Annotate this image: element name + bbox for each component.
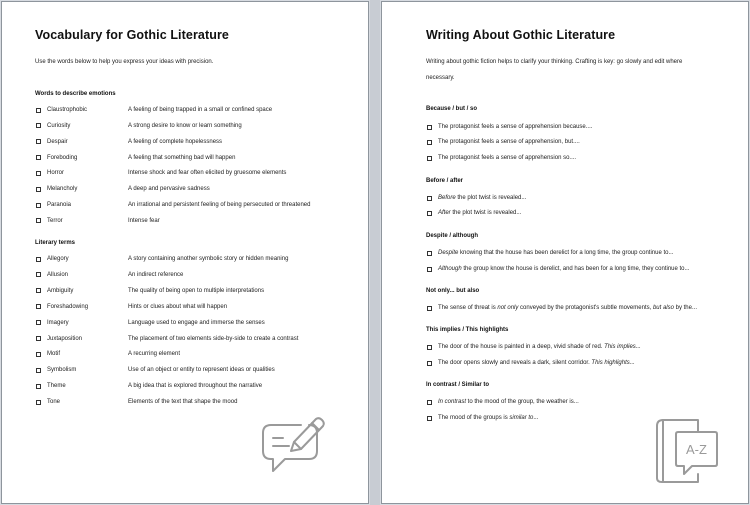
term-definition: A story containing another symbolic story or hidden meaning	[128, 256, 289, 262]
plain-text: The door opens slowly and reveals a dark, silent corridor.	[438, 360, 592, 366]
checkbox[interactable]	[427, 196, 432, 201]
term-label: Imagery	[47, 319, 69, 326]
checkbox[interactable]	[36, 139, 41, 144]
emotions-item	[36, 184, 366, 194]
sentence-starter-item	[427, 397, 579, 407]
checkbox[interactable]	[427, 416, 432, 421]
literary-item	[36, 365, 366, 375]
vocabulary-title: Vocabulary for Gothic Literature	[35, 28, 229, 42]
plain-text: The sense of threat is	[438, 305, 498, 311]
checkbox[interactable]	[36, 320, 41, 325]
checkbox[interactable]	[36, 257, 41, 262]
term-label: Horror	[47, 170, 65, 177]
plain-text: The mood of the groups is	[438, 415, 510, 421]
sentence-starter-item	[427, 413, 538, 423]
emphasis-text: This implies...	[604, 344, 641, 350]
sentence-starter-item	[427, 122, 592, 132]
term-label: Foreshadowing	[47, 303, 89, 310]
a-z-label: A-Z	[686, 442, 707, 457]
writing-intro-line1: Writing about gothic fiction helps to clarify your thinking. Crafting is key: go slowly and edit where	[426, 59, 683, 65]
sentence-starter-text	[438, 250, 673, 256]
term-label: Allusion	[47, 271, 69, 278]
emotions-item	[36, 200, 366, 210]
checkbox[interactable]	[427, 400, 432, 405]
literary-terms-heading: Literary terms	[35, 240, 76, 246]
checkbox[interactable]	[36, 187, 41, 192]
checkbox[interactable]	[36, 400, 41, 405]
term-definition: Elements of the text that shape the mood	[128, 399, 238, 406]
sentence-starter-item	[427, 153, 576, 163]
plain-text: knowing that the house has been derelict for a long time, the group continue to...	[458, 250, 674, 256]
writing-section-heading: Despite / although	[426, 233, 479, 239]
sentence-starter-item	[427, 208, 521, 218]
term-definition: Use of an object or entity to represent ideas or qualities	[128, 367, 275, 374]
plain-text: the plot twist is revealed...	[455, 195, 527, 201]
plain-text: to the mood of the group, the weather is...	[466, 399, 579, 405]
sentence-starter-text	[438, 139, 580, 145]
checkbox[interactable]	[36, 218, 41, 223]
sentence-starter-text	[438, 124, 592, 130]
writing-section-heading: In contrast / Similar to	[426, 382, 490, 388]
sentence-starter-item	[427, 193, 526, 203]
emphasis-text: not only	[497, 305, 519, 311]
checkbox[interactable]	[36, 272, 41, 277]
sentence-starter-item	[427, 303, 697, 313]
checkbox[interactable]	[427, 361, 432, 366]
term-definition: A feeling that something bad will happen	[128, 154, 236, 161]
plain-text: The protagonist feels a sense of apprehension because....	[438, 124, 593, 130]
term-label: Curiosity	[47, 122, 71, 129]
term-label: Allegory	[47, 256, 69, 262]
emphasis-text: After	[438, 210, 451, 216]
checkbox[interactable]	[427, 251, 432, 256]
sentence-starter-text	[438, 210, 521, 216]
writing-title: Writing About Gothic Literature	[426, 28, 616, 42]
checkbox[interactable]	[427, 156, 432, 161]
plain-text: the group know the house is derelict, and has been for a long time, they continue to...	[461, 266, 690, 272]
checkbox[interactable]	[36, 203, 41, 208]
sentence-starter-item	[427, 342, 641, 352]
emphasis-text: Although	[438, 266, 462, 272]
term-label: Motif	[47, 351, 61, 358]
term-definition: A feeling of being trapped in a small or confined space	[128, 107, 273, 113]
term-definition: A strong desire to know or learn something	[128, 122, 242, 129]
emotions-item	[36, 168, 366, 178]
term-label: Paranoia	[47, 202, 72, 209]
literary-item	[36, 334, 366, 344]
checkbox[interactable]	[427, 125, 432, 130]
term-definition: The placement of two elements side-by-side to create a contrast	[128, 335, 299, 342]
sentence-starter-item	[427, 358, 635, 368]
writing-intro	[426, 55, 682, 86]
plain-text: The door of the house is painted in a deep, vivid shade of red.	[438, 344, 605, 350]
literary-item	[36, 381, 366, 391]
emphasis-text: Before	[438, 195, 456, 201]
sentence-starter-text	[438, 360, 635, 366]
plain-text: by the...	[673, 305, 697, 311]
term-definition: A big idea that is explored throughout the narrative	[128, 383, 263, 390]
emotions-item	[36, 105, 366, 115]
checkbox[interactable]	[427, 211, 432, 216]
sentence-starter-item	[427, 137, 580, 147]
sentence-starter-item	[427, 264, 690, 274]
emotions-item	[36, 153, 366, 163]
sentence-starter-text	[438, 399, 579, 405]
emotions-item	[36, 137, 366, 147]
emphasis-text: but also	[652, 305, 674, 311]
plain-text: conveyed by the protagonist's subtle movements,	[518, 305, 653, 311]
checkbox[interactable]	[36, 384, 41, 389]
checkbox[interactable]	[427, 267, 432, 272]
checkbox[interactable]	[36, 171, 41, 176]
sentence-starter-text	[438, 305, 697, 311]
term-definition: Intense shock and fear often elicited by gruesome elements	[128, 170, 287, 177]
emphasis-text: similar to	[509, 415, 534, 421]
checkbox[interactable]	[427, 306, 432, 311]
term-definition: An indirect reference	[128, 271, 184, 278]
term-label: Claustrophobic	[47, 107, 88, 113]
writing-section-heading: This implies / This highlights	[426, 327, 509, 333]
sentence-starter-text	[438, 266, 690, 272]
term-label: Tone	[47, 399, 61, 406]
checkbox[interactable]	[36, 304, 41, 309]
writing-page	[381, 1, 749, 504]
sentence-starter-text	[438, 195, 526, 201]
writing-section-heading: Not only... but also	[426, 288, 480, 294]
term-definition: Intense fear	[128, 217, 160, 224]
emotions-item	[36, 216, 366, 226]
term-label: Melancholy	[47, 186, 78, 193]
checkbox[interactable]	[36, 336, 41, 341]
plain-text: ...	[533, 415, 539, 421]
emphasis-text: This highlights...	[591, 360, 635, 366]
emphasis-text: Despite	[438, 250, 459, 256]
checkbox[interactable]	[36, 368, 41, 373]
writing-section-heading: Before / after	[426, 178, 464, 184]
plain-text: the plot twist is revealed...	[450, 210, 522, 216]
writing-intro-line2: necessary.	[426, 74, 455, 81]
term-definition: A feeling of complete hopelessness	[128, 138, 223, 145]
checkbox[interactable]	[36, 108, 41, 113]
literary-item	[36, 318, 366, 328]
literary-item	[36, 302, 366, 312]
term-label: Theme	[47, 383, 66, 390]
term-definition: A deep and pervasive sadness	[128, 186, 210, 193]
literary-item	[36, 397, 366, 407]
checkbox[interactable]	[36, 352, 41, 357]
term-definition: The quality of being open to multiple interpretations	[128, 287, 265, 294]
vocabulary-page	[1, 1, 369, 504]
literary-item	[36, 254, 366, 264]
sentence-starter-text	[438, 155, 576, 161]
a-z-dictionary-icon	[654, 416, 720, 486]
emotions-heading: Words to describe emotions	[35, 91, 116, 97]
literary-item	[36, 270, 366, 280]
term-label: Juxtaposition	[47, 335, 83, 342]
chat-pencil-icon	[261, 415, 327, 477]
term-definition: An irrational and persistent feeling of being persecuted or threatened	[128, 202, 311, 209]
vocabulary-intro: Use the words below to help you express your ideas with precision.	[35, 59, 214, 65]
term-label: Symbolism	[47, 367, 77, 374]
emotions-item	[36, 121, 366, 131]
literary-item	[36, 349, 366, 359]
sentence-starter-item	[427, 248, 673, 258]
term-definition: Hints or clues about what will happen	[128, 303, 228, 310]
writing-section-heading: Because / but / so	[426, 106, 478, 112]
checkbox[interactable]	[36, 155, 41, 160]
plain-text: The protagonist feels a sense of apprehension, but....	[438, 139, 580, 145]
sentence-starter-text	[438, 415, 538, 421]
term-definition: A recurring element	[128, 351, 181, 358]
term-definition: Language used to engage and immerse the senses	[128, 319, 265, 326]
emphasis-text: In contrast	[438, 399, 467, 405]
term-label: Foreboding	[47, 154, 78, 161]
checkbox[interactable]	[36, 288, 41, 293]
checkbox[interactable]	[427, 140, 432, 145]
page-gutter	[370, 0, 380, 505]
term-label: Terror	[47, 217, 63, 224]
sentence-starter-text	[438, 344, 641, 350]
checkbox[interactable]	[427, 345, 432, 350]
checkbox[interactable]	[36, 123, 41, 128]
term-label: Ambiguity	[47, 287, 74, 294]
literary-item	[36, 286, 366, 296]
plain-text: The protagonist feels a sense of apprehension so....	[438, 155, 577, 161]
term-label: Despair	[47, 138, 68, 145]
